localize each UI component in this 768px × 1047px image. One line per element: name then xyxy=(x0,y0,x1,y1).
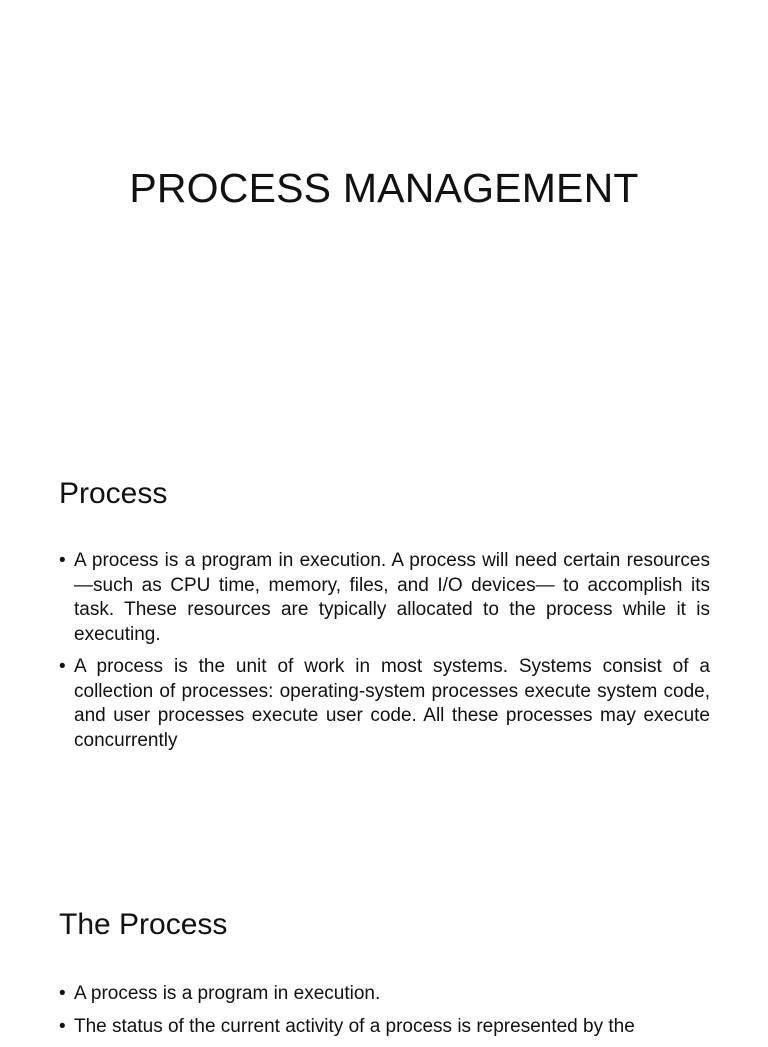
bullet-item xyxy=(59,1015,710,1040)
slide-title xyxy=(0,0,768,432)
bullet-icon: • xyxy=(59,656,66,677)
bullet-item xyxy=(59,549,710,647)
bullet-text: The status of the current activity of a process is represented by the xyxy=(74,1015,635,1037)
slide-heading: The Process xyxy=(59,908,228,941)
slide-process xyxy=(0,432,768,864)
bullet-icon: • xyxy=(59,1015,66,1037)
bullet-text: A process is a program in execution. xyxy=(74,983,381,1004)
slide-title-text: PROCESS MANAGEMENT xyxy=(129,165,639,211)
bullet-text: A process is the unit of work in most systems. Systems consist of a collection of processes: operating-system processes execute system code, and user processes execute user code. All these processes may execute concurrently xyxy=(74,656,710,751)
bullet-list xyxy=(59,549,710,761)
bullet-text: A process is a program in execution. A process will need certain resources—such as CPU time, memory, files, and I/O devices— to accomplish its task. These resources are typically allocated to the process while it is executing. xyxy=(74,550,710,645)
slide-heading: Process xyxy=(59,477,168,510)
slide-the-process xyxy=(0,864,768,1037)
bullet-icon: • xyxy=(59,550,66,571)
bullet-icon: • xyxy=(59,983,66,1004)
bullet-item xyxy=(59,655,710,753)
bullet-list xyxy=(59,982,710,1047)
bullet-item xyxy=(59,982,710,1007)
